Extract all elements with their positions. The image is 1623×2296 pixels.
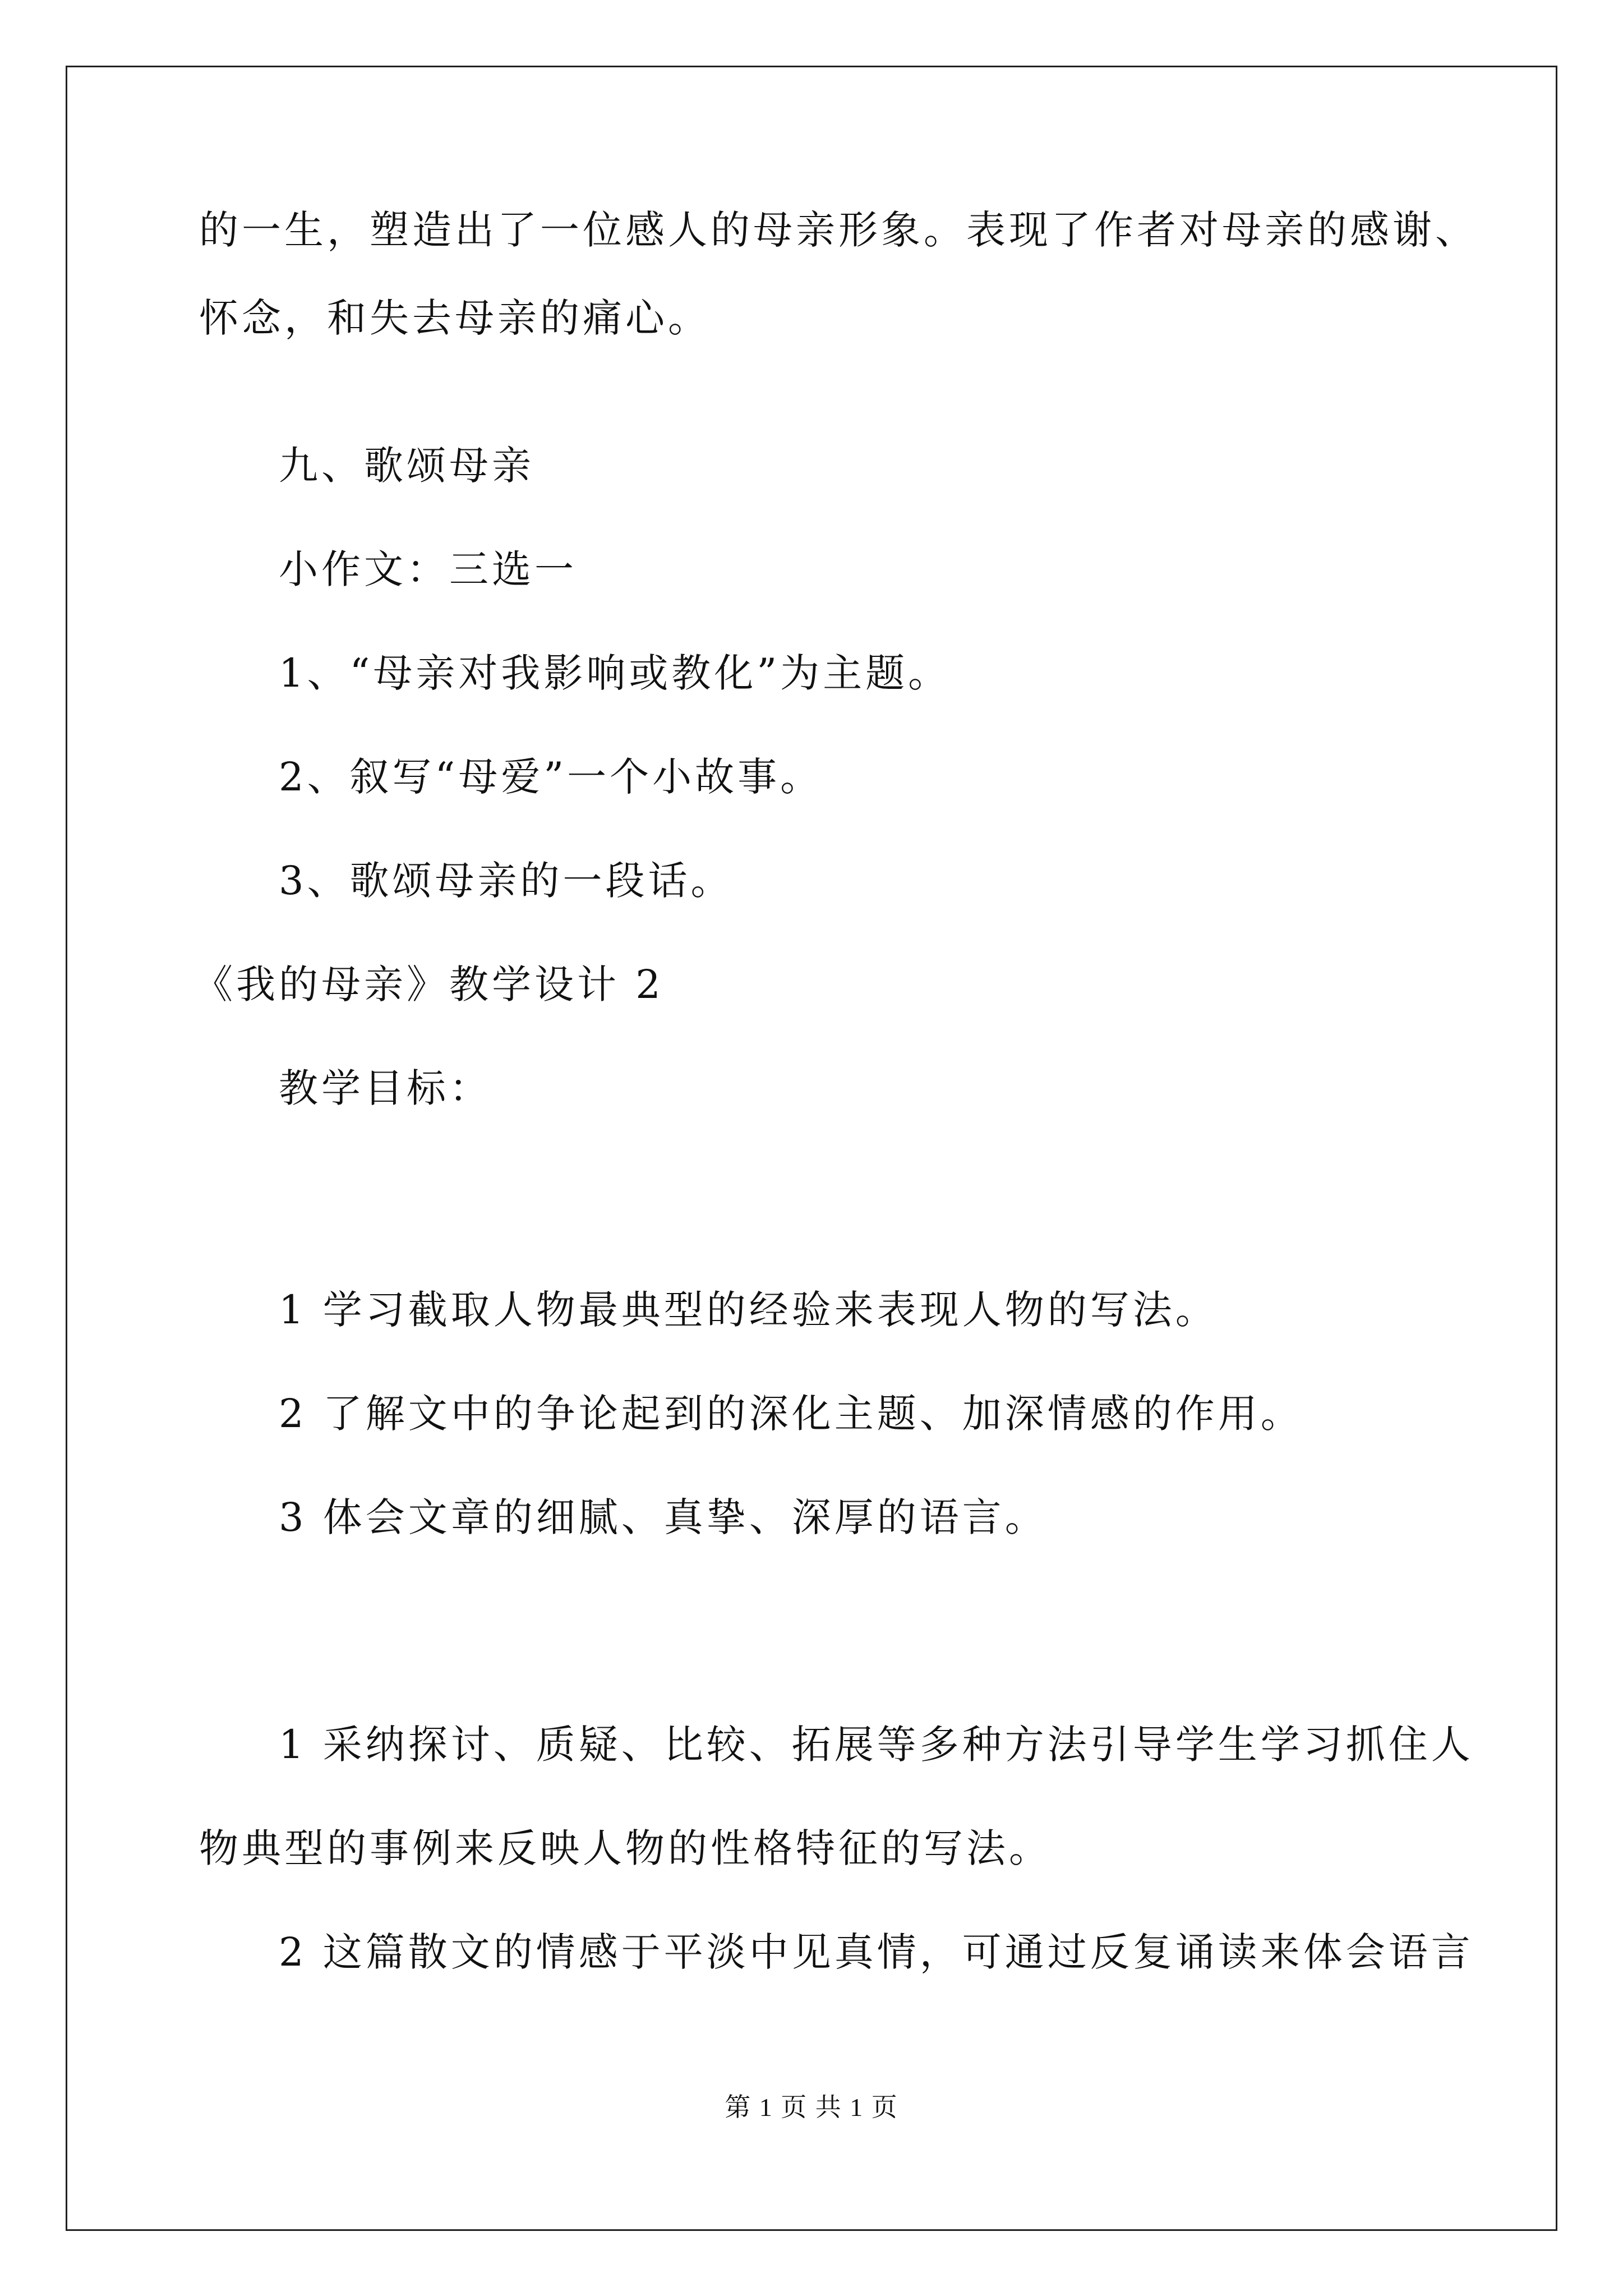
list-item: 1 学习截取人物最典型的经验来表现人物的写法。: [279, 1287, 1218, 1333]
document-title: 《我的母亲》教学设计 2: [193, 961, 664, 1007]
list-item: 2 了解文中的争论起到的深化主题、加深情感的作用。: [279, 1391, 1303, 1437]
list-item: 2 这篇散文的情感于平淡中见真情，可通过反复诵读来体会语言: [279, 1929, 1474, 1975]
list-item: 1、“母亲对我影响或教化”为主题。: [279, 650, 951, 696]
list-item: 2、叙写“母爱”一个小故事。: [279, 754, 823, 800]
paragraph-line: 怀念，和失去母亲的痛心。: [199, 295, 711, 341]
list-item: 3 体会文章的细腻、真挚、深厚的语言。: [279, 1494, 1048, 1540]
page-border: [66, 66, 1557, 2231]
paragraph-line: 的一生，塑造出了一位感人的母亲形象。表现了作者对母亲的感谢、: [199, 207, 1478, 253]
list-item: 3、歌颂母亲的一段话。: [279, 858, 734, 904]
paragraph-line: 物典型的事例来反映人物的性格特征的写法。: [199, 1825, 1052, 1871]
section-heading: 教学目标：: [279, 1065, 492, 1111]
section-heading: 九、歌颂母亲: [279, 443, 534, 489]
list-item: 1 采纳探讨、质疑、比较、拓展等多种方法引导学生学习抓住人: [279, 1722, 1474, 1768]
page-footer: 第 1 页 共 1 页: [725, 2093, 898, 2122]
paragraph-line: 小作文：三选一: [279, 546, 577, 592]
